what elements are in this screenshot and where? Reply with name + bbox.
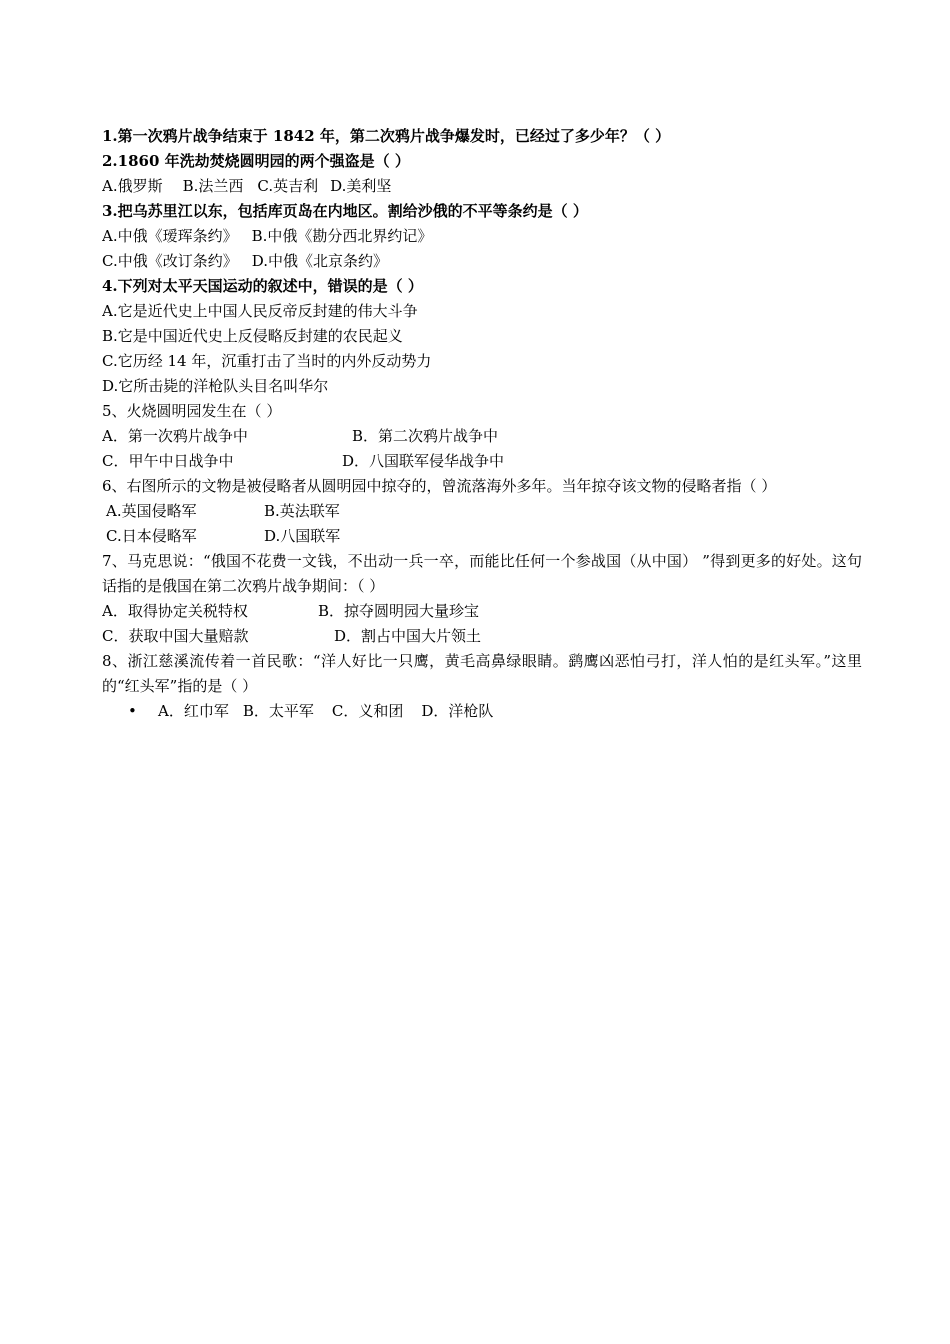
question-7-stem: 7、马克思说：“俄国不花费一文钱，不出动一兵一卒，而能比任何一个参战国（从中国） ”得到更多的好处。这句话指的是俄国在第二次鸦片战争期间：（ ） (102, 552, 862, 595)
question-6-option-b: B.英法联军 (264, 502, 340, 520)
question-8-options (102, 699, 862, 724)
question-6-stem: 6、右图所示的文物是被侵略者从圆明园中掠夺的，曾流落海外多年。当年掠夺该文物的侵略者指（ ） (102, 477, 777, 495)
question-5-options-row-1 (102, 424, 862, 449)
question-4-option-b: B.它是中国近代史上反侵略反封建的农民起义 (102, 327, 403, 345)
question-8-option-d: D．洋枪队 (421, 702, 494, 720)
question-3-option-b: B.中俄《勘分西北界约记》 (251, 227, 433, 245)
question-7-option-a: A．取得协定关税特权 (102, 602, 248, 620)
question-3-option-c: C.中俄《改订条约》 (102, 252, 238, 270)
question-3-stem: 3.把乌苏里江以东，包括库页岛在内地区。割给沙俄的不平等条约是（ ） (102, 202, 588, 220)
question-7-option-d: D．割占中国大片领土 (334, 627, 482, 645)
question-4-stem: 4.下列对太平天国运动的叙述中，错误的是（ ） (102, 277, 423, 295)
question-1-stem: 1.第一次鸦片战争结束于 1842 年，第二次鸦片战争爆发时，已经过了多少年？（ ） (102, 127, 671, 145)
question-8-stem: 8、浙江慈溪流传着一首民歌：“洋人好比一只鹰，黄毛高鼻绿眼睛。鹞鹰凶恶怕弓打，洋人怕的是红头军。”这里的“红头军”指的是（ ） (102, 652, 862, 695)
question-2-options (102, 174, 862, 199)
question-7-option-b: B．掠夺圆明园大量珍宝 (318, 602, 480, 620)
question-3-options-row-1 (102, 224, 862, 249)
question-2-option-b: B.法兰西 (182, 177, 244, 195)
question-7-options-row-1 (102, 599, 862, 624)
question-5-option-a: A．第一次鸦片战争中 (102, 427, 248, 445)
question-4-option-d: D.它所击毙的洋枪队头目名叫华尔 (102, 377, 329, 395)
question-2-stem: 2.1860 年洗劫焚烧圆明园的两个强盗是（ ） (102, 152, 410, 170)
question-6-options-row-2 (102, 524, 862, 549)
question-5-stem: 5、火烧圆明园发生在（ ） (102, 402, 282, 420)
question-6-option-d: D.八国联军 (264, 527, 341, 545)
question-2-option-c: C.英吉利 (257, 177, 319, 195)
question-3-option-a: A.中俄《瑷珲条约》 (102, 227, 238, 245)
question-6-options-row-1 (102, 499, 862, 524)
question-2-option-d: D.美利坚 (330, 177, 392, 195)
question-3-options-row-2 (102, 249, 862, 274)
question-5-option-d: D．八国联军侵华战争中 (342, 452, 505, 470)
question-8-option-c: C．义和团 (331, 702, 404, 720)
question-5-option-b: B．第二次鸦片战争中 (352, 427, 499, 445)
question-4-option-a: A.它是近代史上中国人民反帝反封建的伟大斗争 (102, 302, 418, 320)
bullet-icon: • (128, 702, 137, 720)
question-7-options-row-2 (102, 624, 862, 649)
question-7-option-c: C．获取中国大量赔款 (102, 627, 249, 645)
question-6-option-c: C.日本侵略军 (106, 527, 197, 545)
question-4-option-c: C.它历经 14 年，沉重打击了当时的内外反动势力 (102, 352, 432, 370)
question-6-option-a: A.英国侵略军 (106, 502, 197, 520)
question-5-options-row-2 (102, 449, 862, 474)
question-5-option-c: C．甲午中日战争中 (102, 452, 234, 470)
question-8-option-b: B．太平军 (242, 702, 314, 720)
question-2-option-a: A.俄罗斯 (102, 177, 163, 195)
question-8-option-a: A．红巾军 (158, 702, 229, 720)
question-3-option-d: D.中俄《北京条约》 (251, 252, 388, 270)
